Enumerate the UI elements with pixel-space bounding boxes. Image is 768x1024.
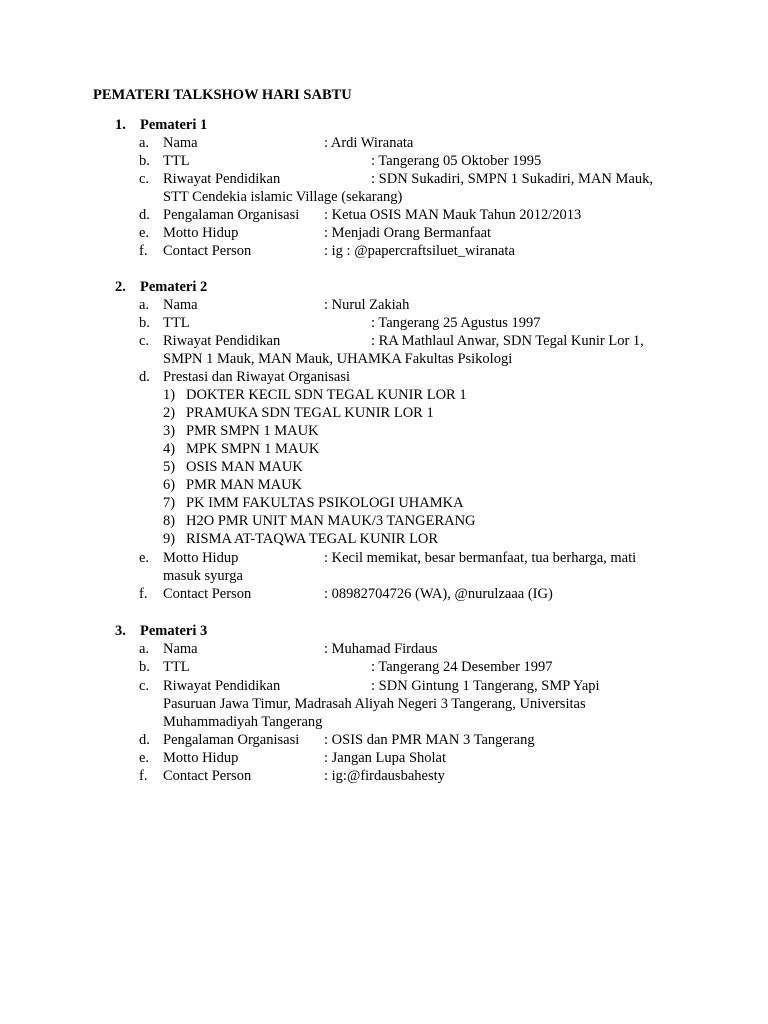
p2-nama-label: Nama <box>163 297 198 313</box>
p3-organisasi-letter: d. <box>139 732 150 748</box>
p3-contact-label: Contact Person <box>163 768 252 784</box>
list-item-number: 7) <box>163 495 176 511</box>
pemateri-3-title: Pemateri 3 <box>140 623 208 639</box>
p1-contact-letter: f. <box>139 243 148 259</box>
list-item: PK IMM FAKULTAS PSIKOLOGI UHAMKA <box>186 495 464 511</box>
p2-nama-letter: a. <box>139 297 150 313</box>
list-item: PMR MAN MAUK <box>186 477 303 493</box>
list-item-number: 9) <box>163 531 176 547</box>
p2-motto-label: Motto Hidup <box>163 550 239 566</box>
list-item: OSIS MAN MAUK <box>186 459 303 475</box>
p1-motto-label: Motto Hidup <box>163 225 239 241</box>
p2-prestasi-letter: d. <box>139 369 150 385</box>
list-item: H2O PMR UNIT MAN MAUK/3 TANGERANG <box>186 513 476 529</box>
list-item-number: 5) <box>163 459 176 475</box>
p1-organisasi-value: : Ketua OSIS MAN Mauk Tahun 2012/2013 <box>324 207 582 223</box>
list-item: RISMA AT-TAQWA TEGAL KUNIR LOR <box>186 531 439 547</box>
p3-organisasi-value: : OSIS dan PMR MAN 3 Tangerang <box>324 732 535 748</box>
pemateri-2-heading <box>115 278 207 296</box>
p1-motto-letter: e. <box>139 225 150 241</box>
p2-contact-letter: f. <box>139 586 148 602</box>
pemateri-2-number: 2. <box>115 279 126 295</box>
p1-nama-label: Nama <box>163 135 198 151</box>
pemateri-3-number: 3. <box>115 623 126 639</box>
p2-contact-value: : 08982704726 (WA), @nurulzaaa (IG) <box>324 586 553 602</box>
p3-contact-value: : ig:@firdausbahesty <box>324 768 445 784</box>
p3-pendidikan-cont: Pasuruan Jawa Timur, Madrasah Aliyah Negeri 3 Tangerang, Universitas <box>163 696 586 712</box>
p2-nama-value: : Nurul Zakiah <box>324 297 410 313</box>
p1-pendidikan-letter: c. <box>139 171 150 187</box>
p3-motto-value: : Jangan Lupa Sholat <box>324 750 447 766</box>
p2-motto-value: : Kecil memikat, besar bermanfaat, tua berharga, mati <box>324 550 637 566</box>
pemateri-3-heading <box>115 622 207 640</box>
p3-nama-value: : Muhamad Firdaus <box>324 641 438 657</box>
p2-motto-letter: e. <box>139 550 150 566</box>
p2-motto-cont: masuk syurga <box>163 568 243 584</box>
p1-motto-value: : Menjadi Orang Bermanfaat <box>324 225 492 241</box>
p3-motto-label: Motto Hidup <box>163 750 239 766</box>
p2-prestasi-label: Prestasi dan Riwayat Organisasi <box>163 369 350 385</box>
list-item: PRAMUKA SDN TEGAL KUNIR LOR 1 <box>186 405 434 421</box>
pemateri-2-title: Pemateri 2 <box>140 279 208 295</box>
p2-ttl-value: : Tangerang 25 Agustus 1997 <box>371 315 541 331</box>
pemateri-1-heading <box>115 116 207 134</box>
pemateri-1-title: Pemateri 1 <box>140 117 208 133</box>
pemateri-1-number: 1. <box>115 117 126 133</box>
p3-organisasi-label: Pengalaman Organisasi <box>163 732 300 748</box>
list-item-number: 4) <box>163 441 176 457</box>
p2-ttl-letter: b. <box>139 315 150 331</box>
p3-nama-label: Nama <box>163 641 198 657</box>
list-item: PMR SMPN 1 MAUK <box>186 423 319 439</box>
p1-pendidikan-value: : SDN Sukadiri, SMPN 1 Sukadiri, MAN Mauk, <box>371 171 653 187</box>
p1-ttl-value: : Tangerang 05 Oktober 1995 <box>371 153 542 169</box>
p1-organisasi-letter: d. <box>139 207 150 223</box>
p3-pendidikan-label: Riwayat Pendidikan <box>163 678 281 694</box>
p1-contact-label: Contact Person <box>163 243 252 259</box>
p1-nama-letter: a. <box>139 135 150 151</box>
p3-nama-letter: a. <box>139 641 150 657</box>
p3-ttl-label: TTL <box>163 659 190 675</box>
p2-pendidikan-value: : RA Mathlaul Anwar, SDN Tegal Kunir Lor 1, <box>371 333 644 349</box>
p1-nama-value: : Ardi Wiranata <box>324 135 414 151</box>
p2-pendidikan-cont: SMPN 1 Mauk, MAN Mauk, UHAMKA Fakultas Psikologi <box>163 351 513 367</box>
document-title: PEMATERI TALKSHOW HARI SABTU <box>93 87 352 103</box>
p3-pendidikan-cont2: Muhammadiyah Tangerang <box>163 714 323 730</box>
p2-pendidikan-label: Riwayat Pendidikan <box>163 333 281 349</box>
p3-pendidikan-value: : SDN Gintung 1 Tangerang, SMP Yapi <box>371 678 600 694</box>
p1-contact-value: : ig : @papercraftsiluet_wiranata <box>324 243 515 259</box>
p2-contact-label: Contact Person <box>163 586 252 602</box>
p1-ttl-letter: b. <box>139 153 150 169</box>
p2-ttl-label: TTL <box>163 315 190 331</box>
list-item-number: 3) <box>163 423 176 439</box>
list-item-number: 1) <box>163 387 176 403</box>
list-item: DOKTER KECIL SDN TEGAL KUNIR LOR 1 <box>186 387 467 403</box>
p3-pendidikan-letter: c. <box>139 678 150 694</box>
p1-pendidikan-cont: STT Cendekia islamic Village (sekarang) <box>163 189 403 205</box>
p1-pendidikan-label: Riwayat Pendidikan <box>163 171 281 187</box>
p1-organisasi-label: Pengalaman Organisasi <box>163 207 300 223</box>
list-item-number: 2) <box>163 405 176 421</box>
list-item-number: 6) <box>163 477 176 493</box>
p3-ttl-value: : Tangerang 24 Desember 1997 <box>371 659 553 675</box>
p1-ttl-label: TTL <box>163 153 190 169</box>
list-item-number: 8) <box>163 513 176 529</box>
p3-ttl-letter: b. <box>139 659 150 675</box>
list-item: MPK SMPN 1 MAUK <box>186 441 320 457</box>
p3-motto-letter: e. <box>139 750 150 766</box>
p3-contact-letter: f. <box>139 768 148 784</box>
p2-pendidikan-letter: c. <box>139 333 150 349</box>
